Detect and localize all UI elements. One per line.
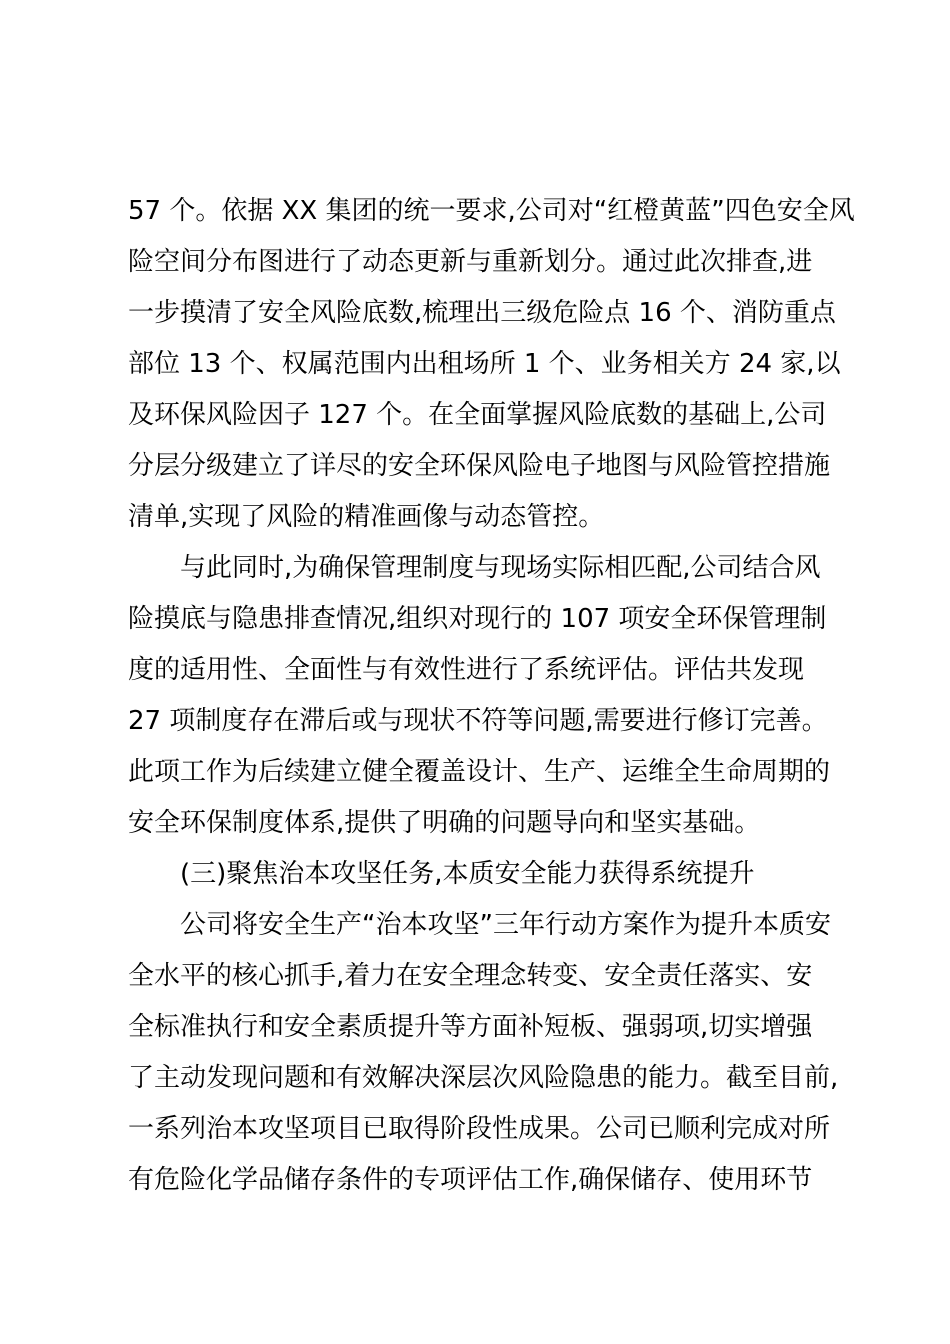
paragraph-3	[128, 900, 839, 1206]
text-line: 公司将安全生产“治本攻坚”三年行动方案作为提升本质安	[180, 910, 831, 940]
text-line: 及环保风险因子 127 个。在全面掌握风险底数的基础上,公司	[128, 400, 827, 430]
text-line: 分层分级建立了详尽的安全环保风险电子地图与风险管控措施	[128, 451, 831, 481]
text-line: 了主动发现问题和有效解决深层次风险隐患的能力。截至目前,	[128, 1063, 839, 1093]
text-line: 27 项制度存在滞后或与现状不符等问题,需要进行修订完善。	[128, 706, 828, 736]
body-text	[128, 186, 855, 1206]
text-line: 险摸底与隐患排查情况,组织对现行的 107 项安全环保管理制	[128, 604, 827, 634]
text-line: 全水平的核心抓手,着力在安全理念转变、安全责任落实、安	[128, 961, 813, 991]
text-line: 此项工作为后续建立健全覆盖设计、生产、运维全生命周期的	[128, 757, 831, 787]
text-line: 57 个。依据 XX 集团的统一要求,公司对“红橙黄蓝”四色安全风	[128, 196, 855, 226]
text-line: 一系列治本攻坚项目已取得阶段性成果。公司已顺利完成对所	[128, 1114, 831, 1144]
text-line: 清单,实现了风险的精准画像与动态管控。	[128, 502, 605, 532]
text-line: 部位 13 个、权属范围内出租场所 1 个、业务相关方 24 家,以	[128, 349, 841, 379]
text-line: 度的适用性、全面性与有效性进行了系统评估。评估共发现	[128, 655, 805, 685]
text-line: 全标准执行和安全素质提升等方面补短板、强弱项,切实增强	[128, 1012, 813, 1042]
section-heading	[128, 849, 822, 900]
text-line: 险空间分布图进行了动态更新与重新划分。通过此次排查,进	[128, 247, 813, 277]
text-line: 有危险化学品储存条件的专项评估工作,确保储存、使用环节	[128, 1165, 813, 1195]
heading-line: (三)聚焦治本攻坚任务,本质安全能力获得系统提升	[180, 859, 755, 889]
text-line: 安全环保制度体系,提供了明确的问题导向和坚实基础。	[128, 808, 761, 838]
paragraph-1	[128, 186, 855, 543]
paragraph-2	[128, 543, 831, 849]
text-line: 与此同时,为确保管理制度与现场实际相匹配,公司结合风	[180, 553, 821, 583]
text-line: 一步摸清了安全风险底数,梳理出三级危险点 16 个、消防重点	[128, 298, 836, 328]
